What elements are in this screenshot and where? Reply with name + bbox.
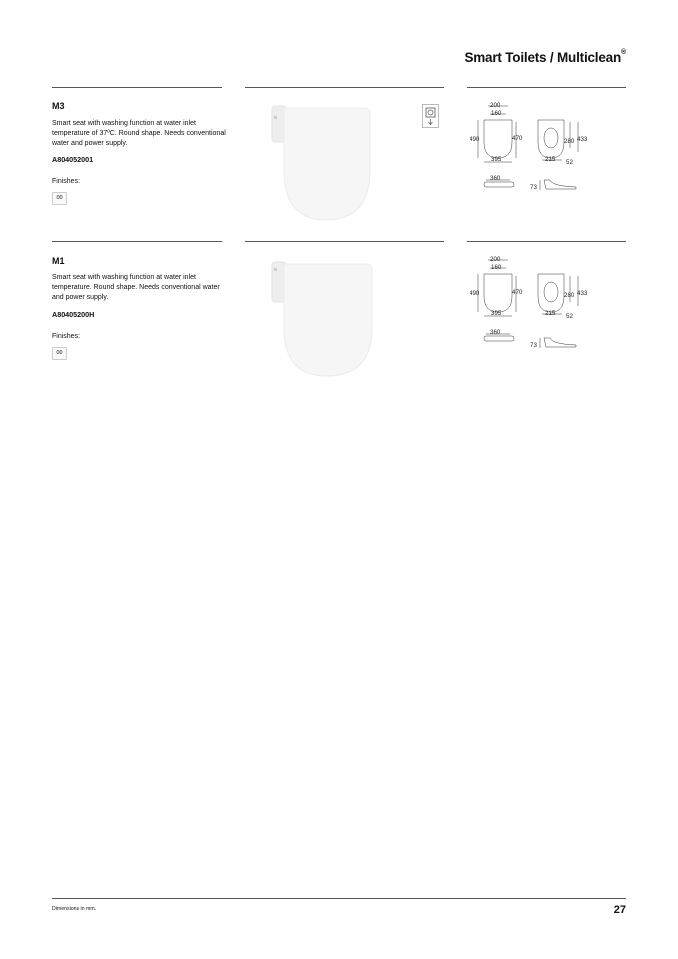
toilet-seat-image xyxy=(262,258,392,380)
dim-width-top: 200 xyxy=(490,256,501,263)
product-name: M3 xyxy=(52,101,65,111)
section-divider xyxy=(52,241,222,242)
product-description: Smart seat with washing function at water inlet temperature. Round shape. Needs conventional water and power supply. xyxy=(52,274,220,301)
finish-chip[interactable]: 00 xyxy=(52,347,67,360)
product-photo-m3 xyxy=(262,100,392,220)
dim-seat-height: 280 xyxy=(564,138,575,145)
dim-side-width: 360 xyxy=(490,175,501,182)
page-title xyxy=(464,50,626,65)
dimension-drawing xyxy=(470,100,610,200)
finish-chip[interactable]: 00 xyxy=(52,192,67,205)
dim-total-height: 433 xyxy=(577,136,588,143)
dim-seat-height: 280 xyxy=(564,292,575,299)
dim-width-bottom: 395 xyxy=(491,310,502,317)
page-number: 27 xyxy=(613,904,626,916)
section-divider xyxy=(245,241,444,242)
dim-height-left: 490 xyxy=(470,290,480,297)
dim-side-width: 360 xyxy=(490,329,501,336)
dim-side-height: 73 xyxy=(530,184,537,191)
feature-icon-box xyxy=(422,104,439,128)
water-power-icon xyxy=(423,105,438,127)
section-divider xyxy=(467,241,626,242)
dim-width-top: 200 xyxy=(490,102,501,109)
footer-divider xyxy=(52,898,626,899)
product-code: A80405200H xyxy=(52,310,95,319)
dim-seat-bottom: 215 xyxy=(545,156,556,163)
product-description: Smart seat with washing function at water inlet temperature of 37ºC. Round shape. Needs conventional water and power supply. xyxy=(52,120,226,147)
dim-width-inner: 160 xyxy=(491,264,502,271)
dim-offset: 52 xyxy=(566,313,573,320)
toilet-seat-image xyxy=(262,100,392,222)
finishes-label: Finishes: xyxy=(52,178,81,185)
product-photo-m1 xyxy=(262,258,392,378)
dim-total-height: 433 xyxy=(577,290,588,297)
page-title-text: Smart Toilets / Multiclean xyxy=(464,50,622,65)
footer-note: Dimensions in mm. xyxy=(52,906,97,912)
dim-width-inner: 160 xyxy=(491,110,502,117)
finishes-label: Finishes: xyxy=(52,333,81,340)
dimension-drawing xyxy=(470,254,610,354)
section-divider xyxy=(467,87,626,88)
dim-height-right: 470 xyxy=(512,289,523,296)
dim-height-right: 470 xyxy=(512,135,523,142)
dim-side-height: 73 xyxy=(530,342,537,349)
dim-seat-bottom: 215 xyxy=(545,310,556,317)
dim-height-left: 490 xyxy=(470,136,480,143)
technical-drawing-m1 xyxy=(470,254,610,354)
product-name: M1 xyxy=(52,256,65,266)
technical-drawing-m3 xyxy=(470,100,610,200)
dim-width-bottom: 395 xyxy=(491,156,502,163)
section-divider xyxy=(52,87,222,88)
registered-mark: ® xyxy=(621,49,626,56)
dim-offset: 52 xyxy=(566,159,573,166)
section-divider xyxy=(245,87,444,88)
product-code: A804052001 xyxy=(52,155,94,164)
